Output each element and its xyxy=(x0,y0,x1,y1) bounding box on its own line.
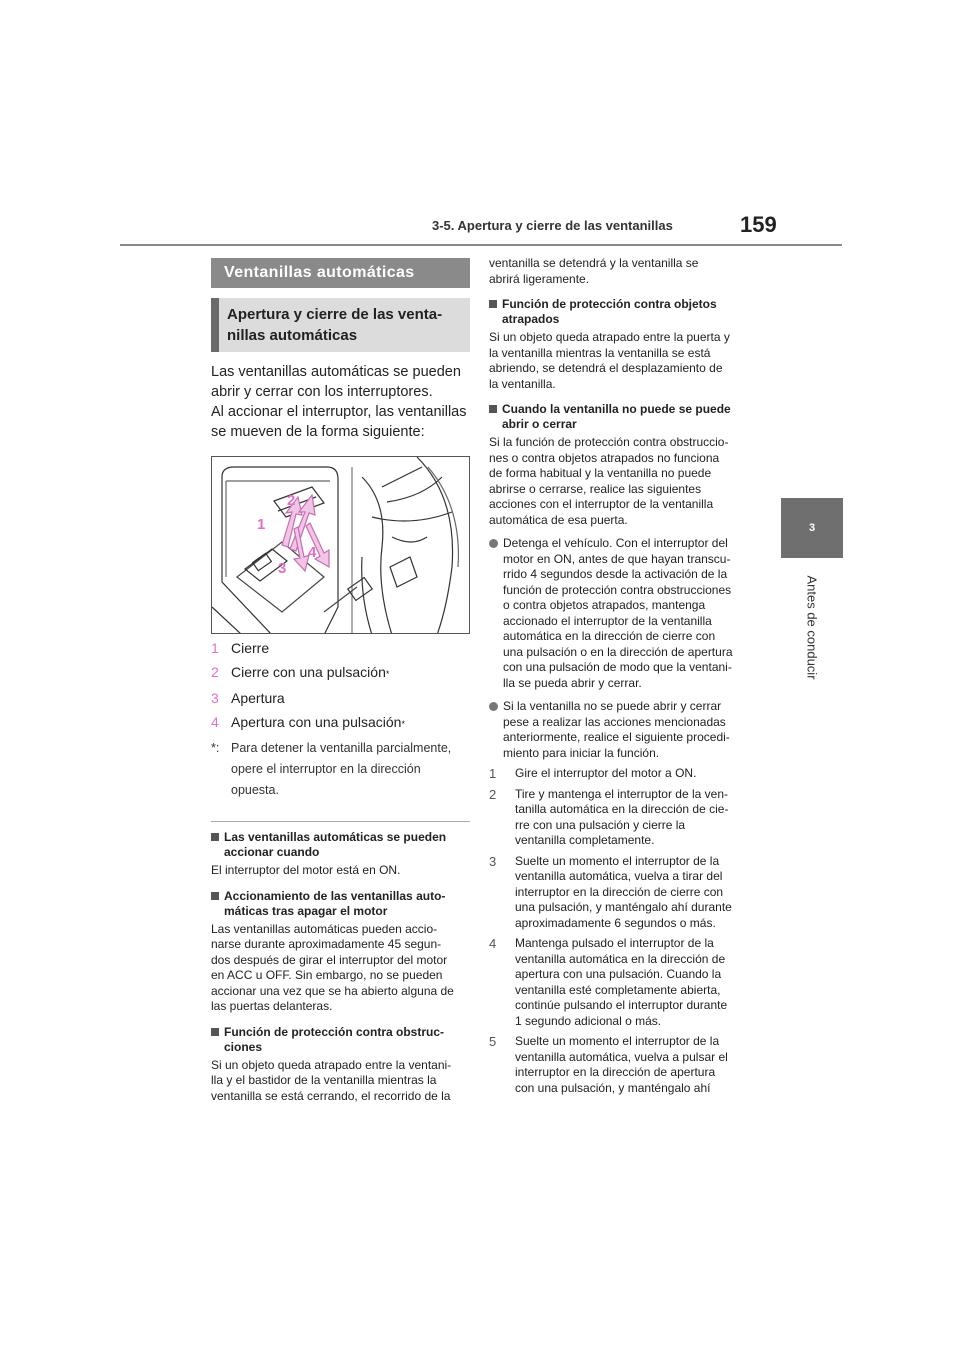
bullet-item xyxy=(489,536,757,691)
step-number: 2 xyxy=(489,786,497,802)
info-heading xyxy=(211,830,470,860)
info-heading xyxy=(489,297,757,327)
paragraph-line: accionar una vez que se ha abierto alguna de xyxy=(211,983,454,998)
square-bullet-icon xyxy=(489,300,497,308)
legend-item xyxy=(211,689,470,707)
heading-line: ciones xyxy=(224,1039,263,1054)
info-heading xyxy=(211,889,470,919)
figure-label-1: 1 xyxy=(257,516,266,533)
step-line: Suelte un momento el interruptor de la xyxy=(515,1034,720,1048)
step-line: ventanilla esté completamente abierta, xyxy=(515,982,721,997)
bullet-line: Detenga el vehículo. Con el interruptor del xyxy=(503,536,728,550)
bullet-line: una pulsación o en la dirección de apertura xyxy=(503,644,733,659)
legend-number: 3 xyxy=(211,690,219,706)
paragraph-line: acciones con el interruptor de la ventanilla xyxy=(489,497,714,511)
figure-label-3: 3 xyxy=(278,560,287,577)
square-bullet-icon xyxy=(489,405,497,413)
paragraph-line: ventanilla se detendrá y la ventanilla se xyxy=(489,256,699,270)
legend-item xyxy=(211,663,470,683)
chapter-tab: 3 xyxy=(781,498,843,558)
step-item xyxy=(489,787,757,849)
paragraph-line: la ventanilla. xyxy=(489,376,556,391)
step-line: apertura con una pulsación. Cuando la xyxy=(515,967,722,981)
step-line: 1 segundo adicional o más. xyxy=(515,1013,662,1028)
left-column xyxy=(211,258,470,1104)
step-item xyxy=(489,766,757,782)
footnote xyxy=(211,738,470,801)
legend-text: Cierre xyxy=(231,640,270,656)
section-title: Ventanillas automáticas xyxy=(211,258,470,288)
right-column xyxy=(489,256,757,1096)
step-line: Gire el interruptor del motor a ON. xyxy=(515,766,697,780)
paragraph-line: El interruptor del motor está en ON. xyxy=(211,863,401,877)
square-bullet-icon xyxy=(211,1028,219,1036)
heading-line: Función de protección contra obstruc- xyxy=(224,1024,445,1039)
step-number: 1 xyxy=(489,766,497,781)
info-paragraph xyxy=(211,863,470,879)
paragraph-line: dos después de girar el interruptor del motor xyxy=(211,952,448,967)
heading-line: accionar cuando xyxy=(224,845,320,859)
info-paragraph xyxy=(211,922,470,1015)
step-line: interruptor en la dirección de cierre con xyxy=(515,884,724,899)
section-divider xyxy=(211,821,470,822)
paragraph-line: ventanilla se está cerrando, el recorrido de la xyxy=(211,1088,451,1103)
info-paragraph xyxy=(489,330,757,392)
footnote-line: opuesta. xyxy=(231,783,279,797)
paragraph-line: abrirá ligeramente. xyxy=(489,271,590,286)
legend-number: 4 xyxy=(211,714,219,730)
paragraph-line: Si un objeto queda atrapado entre la puerta y xyxy=(489,330,730,344)
legend-text: Apertura con una pulsación xyxy=(231,714,402,730)
step-line: rre con una pulsación y cierre la xyxy=(515,817,686,832)
step-item xyxy=(489,1034,757,1096)
window-switch-illustration xyxy=(211,456,470,634)
paragraph-line: nes o contra objetos atrapados no funciona xyxy=(489,450,720,465)
subsection-title-line: Apertura y cierre de las venta- xyxy=(227,306,443,323)
heading-line: Accionamiento de las ventanillas auto- xyxy=(224,888,446,903)
heading-line: máticas tras apagar el motor xyxy=(224,903,388,918)
step-number: 3 xyxy=(489,853,497,869)
step-line: Suelte un momento el interruptor de la xyxy=(515,853,720,868)
chapter-title: Antes de conducir xyxy=(804,575,820,680)
bullet-line: automática en la dirección de cierre con xyxy=(503,629,716,643)
square-bullet-icon xyxy=(211,892,219,900)
legend-number: 1 xyxy=(211,640,219,656)
info-paragraph xyxy=(489,435,757,528)
info-heading xyxy=(489,402,757,432)
chapter-label xyxy=(781,560,843,695)
bullet-line: miento para iniciar la función. xyxy=(503,745,660,760)
bullet-line: rrido 4 segundos desde la activación de la xyxy=(503,567,728,581)
square-bullet-icon xyxy=(211,833,219,841)
step-line: con una pulsación, y manténgalo ahí xyxy=(515,1080,711,1095)
illustration-legend xyxy=(211,639,470,733)
paragraph-line: abriendo, se detendrá el desplazamiento de xyxy=(489,361,723,375)
step-number: 5 xyxy=(489,1034,497,1049)
footnote-line: Para detener la ventanilla parcialmente, xyxy=(231,741,452,755)
paragraph-line: de forma habitual y la ventanilla no puede xyxy=(489,466,712,480)
info-heading xyxy=(211,1025,470,1055)
paragraph-line: automática de esa puerta. xyxy=(489,512,628,527)
paragraph-line: las puertas delanteras. xyxy=(211,999,333,1013)
bullet-item xyxy=(489,699,757,761)
paragraph-line: narse durante aproximadamente 45 segun- xyxy=(211,937,442,951)
intro-line: abrir y cerrar con los interruptores. xyxy=(211,384,433,400)
bullet-line: o contra objetos atrapados, mantenga xyxy=(503,598,706,612)
legend-item xyxy=(211,713,470,733)
running-header: 3-5. Apertura y cierre de las ventanillas xyxy=(432,218,673,233)
subsection-title xyxy=(211,298,470,352)
intro-line: Las ventanillas automáticas se pueden xyxy=(211,364,461,380)
paragraph-line: Las ventanillas automáticas pueden accio- xyxy=(211,921,438,936)
bullet-line: pese a realizar las acciones mencionadas xyxy=(503,714,726,729)
legend-text: Apertura xyxy=(231,690,285,706)
footnote-line: opere el interruptor en la dirección xyxy=(231,762,421,776)
round-bullet-icon xyxy=(489,699,503,761)
bullet-line: accionado el interruptor de la ventanilla xyxy=(503,613,712,628)
legend-item xyxy=(211,639,470,657)
bullet-line: lla se pueda abrir y cerrar. xyxy=(503,675,642,690)
footnote-star: * xyxy=(385,669,390,679)
paragraph-line: abrirse o cerrarse, realice las siguientes xyxy=(489,481,702,496)
subsection-title-line: nillas automáticas xyxy=(227,327,358,344)
footnote-mark: *: xyxy=(211,741,220,755)
continued-paragraph xyxy=(489,256,757,287)
heading-line: Las ventanillas automáticas se pueden xyxy=(224,830,447,844)
heading-line: Función de protección contra objetos xyxy=(502,297,717,311)
step-line: ventanilla completamente. xyxy=(515,833,655,847)
round-bullet-icon xyxy=(489,536,503,691)
heading-line: atrapados xyxy=(502,312,560,326)
step-line: ventanilla automática en la dirección de xyxy=(515,951,726,966)
intro-line: se mueven de la forma siguiente: xyxy=(211,424,425,440)
step-line: tanilla automática en la dirección de cie- xyxy=(515,802,729,816)
step-line: ventanilla automática, vuelva a tirar del xyxy=(515,869,723,883)
step-line: continúe pulsando el interruptor durante xyxy=(515,998,728,1012)
step-item xyxy=(489,854,757,932)
step-item xyxy=(489,936,757,1029)
paragraph-line: la ventanilla mientras la ventanilla se está xyxy=(489,345,711,360)
paragraph-line: en ACC u OFF. Sin embargo, no se pueden xyxy=(211,968,443,982)
paragraph-line: Si un objeto queda atrapado entre la ventani- xyxy=(211,1057,452,1072)
figure-label-4: 4 xyxy=(308,544,317,561)
footnote-star: * xyxy=(401,719,405,729)
illustration-drawing xyxy=(212,457,470,634)
info-paragraph xyxy=(211,1058,470,1105)
step-line: aproximadamente 6 segundos o más. xyxy=(515,915,716,930)
step-line: interruptor en la dirección de apertura xyxy=(515,1065,716,1079)
step-line: Mantenga pulsado el interruptor de la xyxy=(515,936,714,950)
step-line: una pulsación, y manténgalo ahí durante xyxy=(515,900,732,914)
figure-label-2: 2 xyxy=(287,492,296,509)
paragraph-line: Si la función de protección contra obstruccio- xyxy=(489,435,729,449)
bullet-line: función de protección contra obstrucciones xyxy=(503,582,732,597)
step-line: Tire y mantenga el interruptor de la ven- xyxy=(515,786,728,801)
heading-line: Cuando la ventanilla no puede se puede xyxy=(502,402,731,416)
step-number: 4 xyxy=(489,936,497,951)
bullet-line: Si la ventanilla no se puede abrir y cerrar xyxy=(503,699,722,713)
heading-line: abrir o cerrar xyxy=(502,417,577,431)
page-number: 159 xyxy=(740,212,777,237)
header-rule xyxy=(120,244,842,246)
legend-text: Cierre con una pulsación xyxy=(231,664,386,680)
intro-text xyxy=(211,362,470,442)
bullet-line: con una pulsación de modo que la ventani- xyxy=(503,660,732,674)
step-line: ventanilla automática, vuelva a pulsar el xyxy=(515,1049,728,1064)
bullet-line: motor en ON, antes de que hayan transcu- xyxy=(503,551,731,566)
intro-line: Al accionar el interruptor, las ventanillas xyxy=(211,404,467,420)
legend-number: 2 xyxy=(211,664,219,680)
paragraph-line: lla y el bastidor de la ventanilla mientras la xyxy=(211,1073,437,1087)
bullet-line: anteriormente, realice el siguiente procedi- xyxy=(503,730,730,744)
